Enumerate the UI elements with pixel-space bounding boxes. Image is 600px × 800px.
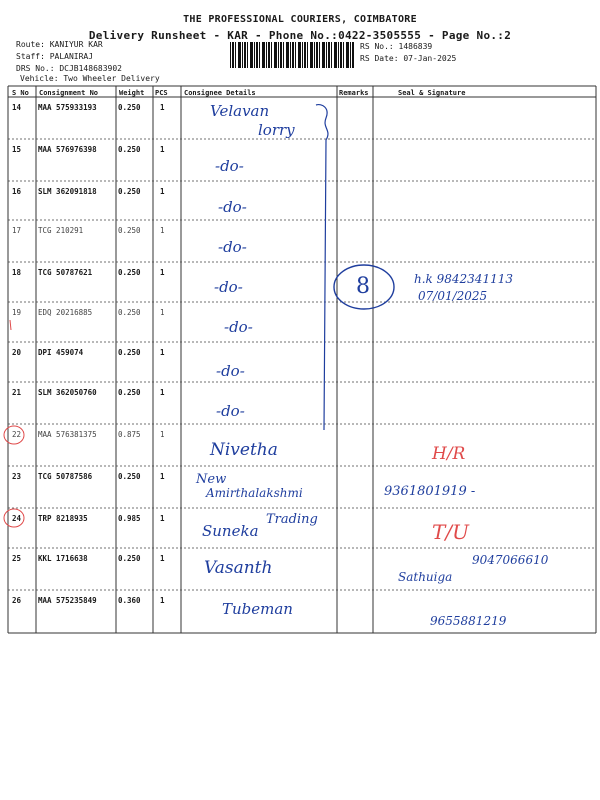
company-title: THE PROFESSIONAL COURIERS, COIMBATORE [183, 14, 417, 25]
row-weight: 0.250 [118, 187, 141, 196]
table-row [0, 181, 600, 221]
vehicle-label: Vehicle: Two Wheeler Delivery [20, 74, 160, 83]
col-remarks: Remarks [339, 89, 369, 97]
row-weight: 0.250 [118, 103, 141, 112]
row-consignment: TCG 50787621 [38, 268, 93, 277]
table-row [0, 424, 600, 464]
col-weight: Weight [119, 89, 145, 97]
row-sno: 25 [12, 554, 22, 563]
row-consignment: MAA 576976398 [38, 145, 97, 154]
seal-signature: 9655881219 [430, 614, 507, 628]
route-label: Route: KANIYUR KAR [16, 40, 103, 49]
row-weight: 0.250 [118, 388, 141, 397]
row-consignment: TRP 8218935 [38, 514, 88, 523]
row-sno: 18 [12, 268, 22, 277]
row-sno: 24 [12, 514, 22, 523]
seal-signature: 9047066610 [472, 553, 549, 567]
handwritten-ditto: -do- [216, 362, 245, 380]
table-row [0, 139, 600, 179]
row-pcs: 1 [160, 472, 165, 481]
handwritten-consignee: lorry [258, 121, 295, 139]
handwritten-consignee: Nivetha [210, 440, 278, 460]
runsheet-subtitle: Delivery Runsheet - KAR - Phone No.:0422-3505555 - Page No.:2 [88, 29, 512, 42]
remark-tu: T/U [432, 520, 469, 544]
drs-label: DRS No.: DCJB148683902 [16, 64, 122, 73]
row-weight: 0.875 [118, 430, 141, 439]
row-consignment: EDQ 20216885 [38, 308, 93, 317]
row-sno: 21 [12, 388, 22, 397]
seal-signature: h.k 9842341113 [414, 272, 513, 286]
row-weight: 0.250 [118, 145, 141, 154]
row-weight: 0.250 [118, 348, 141, 357]
row-sno: 20 [12, 348, 22, 357]
row-consignment: SLM 362091818 [38, 187, 97, 196]
handwritten-consignee: Suneka [202, 522, 259, 540]
col-consignment: Consignment No [39, 89, 99, 97]
col-pcs: PCS [155, 89, 168, 97]
rs-date: RS Date: 07-Jan-2025 [360, 54, 457, 63]
col-consignee: Consignee Details [184, 89, 256, 97]
remark-circled-number: 8 [356, 274, 370, 299]
row-weight: 0.250 [118, 554, 141, 563]
handwritten-ditto: -do- [224, 318, 253, 336]
seal-signature: 9361801919 - [384, 484, 476, 499]
row-consignment: DPI 459074 [38, 348, 84, 357]
seal-signature: 07/01/2025 [418, 289, 488, 303]
col-seal-signature: Seal & Signature [398, 89, 466, 97]
row-weight: 0.250 [118, 308, 141, 317]
row-sno: 15 [12, 145, 22, 154]
row-consignment: TCG 210291 [38, 226, 84, 235]
table-row [0, 382, 600, 422]
handwritten-consignee: New [196, 472, 227, 487]
row-consignment: MAA 575235849 [38, 596, 97, 605]
row-weight: 0.250 [118, 268, 141, 277]
handwritten-consignee: Amirthalakshmi [206, 486, 303, 500]
row-sno: 23 [12, 472, 22, 481]
handwritten-ditto: -do- [216, 402, 245, 420]
row-pcs: 1 [160, 554, 165, 563]
handwritten-ditto: -do- [218, 238, 247, 256]
row-pcs: 1 [160, 103, 165, 112]
row-sno: 22 [12, 430, 22, 439]
handwritten-consignee: Trading [266, 512, 318, 527]
row-pcs: 1 [160, 514, 165, 523]
row-consignment: MAA 576381375 [38, 430, 97, 439]
table-row [0, 302, 600, 342]
handwritten-consignee: Vasanth [204, 558, 273, 578]
handwritten-consignee: Tubeman [222, 600, 293, 618]
table-row [0, 97, 600, 137]
row-pcs: 1 [160, 430, 165, 439]
row-sno: 26 [12, 596, 22, 605]
handwritten-ditto: -do- [218, 198, 247, 216]
row-pcs: 1 [160, 348, 165, 357]
row-sno: 17 [12, 226, 22, 235]
staff-label: Staff: PALANIRAJ [16, 52, 94, 61]
row-weight: 0.250 [118, 226, 141, 235]
row-sno: 19 [12, 308, 22, 317]
row-weight: 0.360 [118, 596, 141, 605]
table-row [0, 590, 600, 630]
row-pcs: 1 [160, 226, 165, 235]
row-pcs: 1 [160, 268, 165, 277]
row-pcs: 1 [160, 388, 165, 397]
row-consignment: SLM 362050760 [38, 388, 97, 397]
rs-number: RS No.: 1486839 [360, 42, 433, 51]
row-consignment: MAA 575933193 [38, 103, 97, 112]
row-pcs: 1 [160, 187, 165, 196]
row-consignment: KKL 1716638 [38, 554, 88, 563]
handwritten-consignee: Velavan [210, 102, 270, 120]
remark-hr: H/R [432, 444, 466, 464]
row-pcs: 1 [160, 308, 165, 317]
row-weight: 0.250 [118, 472, 141, 481]
seal-signature: Sathuiga [398, 570, 453, 584]
row-sno: 16 [12, 187, 22, 196]
row-pcs: 1 [160, 145, 165, 154]
col-sno: S No [12, 89, 29, 97]
row-pcs: 1 [160, 596, 165, 605]
row-sno: 14 [12, 103, 22, 112]
table-row [0, 342, 600, 382]
table-row [0, 220, 600, 260]
handwritten-ditto: -do- [215, 157, 244, 175]
row-consignment: TCG 50787586 [38, 472, 93, 481]
handwritten-ditto: -do- [214, 278, 243, 296]
row-weight: 0.985 [118, 514, 141, 523]
